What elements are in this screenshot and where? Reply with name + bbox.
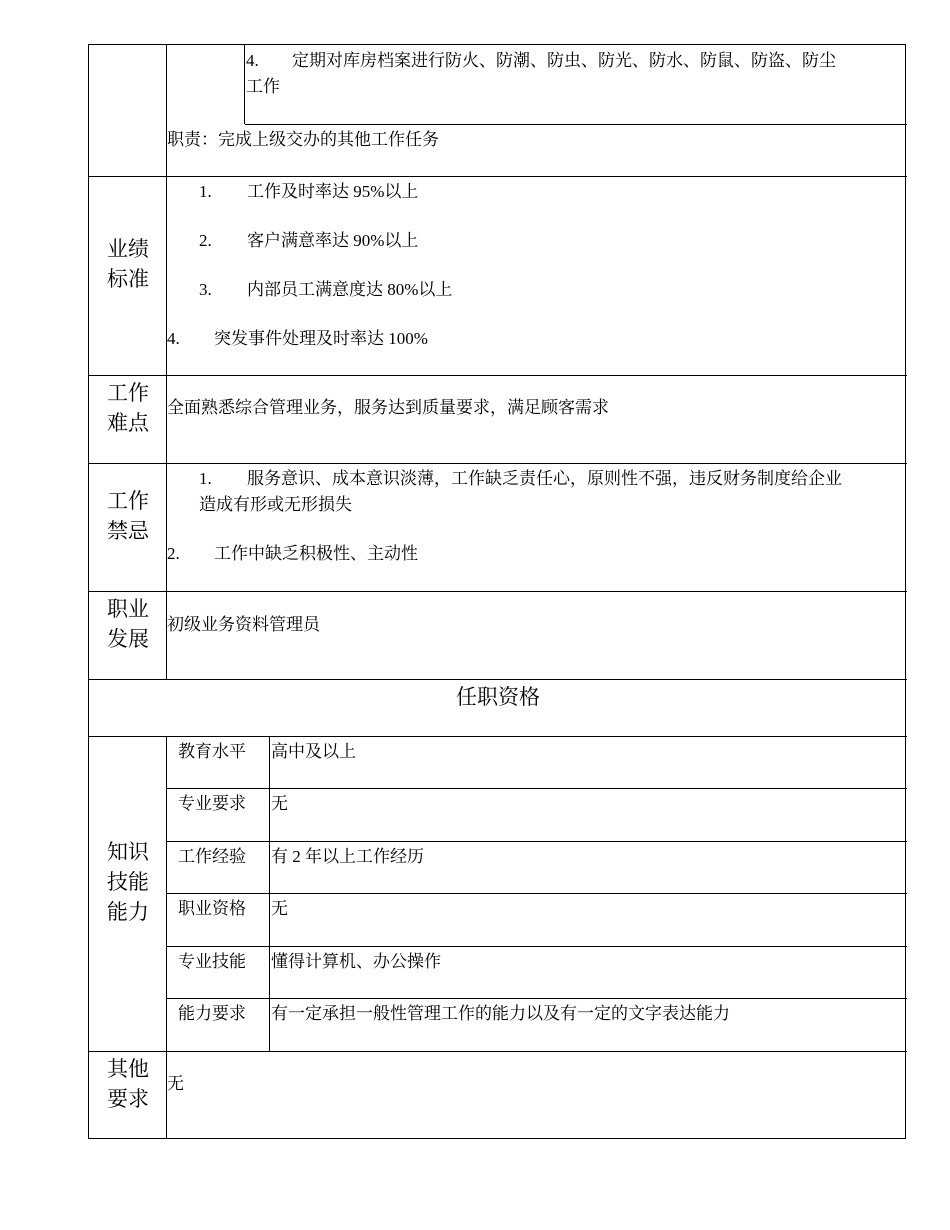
- row-divider: [167, 998, 907, 999]
- responsibility-text: 职责：完成上级交办的其他工作任务: [167, 130, 439, 149]
- career-label: 职业 发展: [107, 597, 149, 651]
- taboo-item: 1. 服务意识、成本意识淡薄，工作缺乏责任心，原则性不强，违反财务制度给企业: [199, 469, 842, 488]
- qualification-value: 无: [271, 794, 288, 813]
- row-divider: [89, 736, 907, 737]
- performance-item: 2. 客户满意率达 90%以上: [199, 231, 419, 250]
- qualification-key: 专业要求: [178, 794, 246, 813]
- performance-label: 业绩 标准: [107, 237, 149, 291]
- row-divider: [89, 375, 907, 376]
- difficulty-text: 全面熟悉综合管理业务，服务达到质量要求，满足顾客需求: [167, 398, 609, 417]
- qualification-value: 有一定承担一般性管理工作的能力以及有一定的文字表达能力: [271, 1004, 730, 1023]
- performance-item: 1. 工作及时率达 95%以上: [199, 182, 419, 201]
- qualification-key: 专业技能: [178, 952, 246, 971]
- other-label: 其他 要求: [107, 1057, 149, 1111]
- row-divider: [89, 176, 907, 177]
- row-divider: [167, 946, 907, 947]
- difficulty-label: 工作 难点: [107, 381, 149, 435]
- row-divider: [89, 1051, 907, 1052]
- career-text: 初级业务资料管理员: [167, 615, 320, 634]
- row-divider: [89, 591, 907, 592]
- duty-item-text-continued: 工作: [246, 77, 280, 96]
- performance-item: 3. 内部员工满意度达 80%以上: [199, 280, 453, 299]
- qualification-value: 有 2 年以上工作经历: [271, 847, 424, 866]
- duty-item-number: 4.: [246, 51, 259, 70]
- qualification-key: 工作经验: [178, 847, 246, 866]
- other-text: 无: [167, 1074, 184, 1093]
- performance-item: 4. 突发事件处理及时率达 100%: [167, 329, 428, 348]
- qualification-title: 任职资格: [456, 685, 540, 709]
- taboo-item: 2. 工作中缺乏积极性、主动性: [167, 544, 418, 563]
- qualification-key: 教育水平: [178, 742, 246, 761]
- taboo-label: 工作 禁忌: [107, 489, 149, 543]
- duty-item-text: 定期对库房档案进行防火、防潮、防虫、防光、防水、防鼠、防盗、防尘: [292, 51, 836, 70]
- row-divider: [89, 463, 907, 464]
- qualification-key: 能力要求: [178, 1004, 246, 1023]
- qualification-value: 高中及以上: [271, 742, 356, 761]
- qualification-key: 职业资格: [178, 899, 246, 918]
- qualification-value: 无: [271, 899, 288, 918]
- job-description-table: [88, 44, 906, 1139]
- row-divider: [89, 679, 907, 680]
- row-divider: [167, 893, 907, 894]
- row-divider: [167, 788, 907, 789]
- qualification-value: 懂得计算机、办公操作: [271, 952, 441, 971]
- qualification-label: 知识 技能 能力: [107, 840, 149, 924]
- row-divider: [167, 841, 907, 842]
- row-divider: [245, 124, 907, 125]
- taboo-item-continued: 造成有形或无形损失: [199, 495, 352, 514]
